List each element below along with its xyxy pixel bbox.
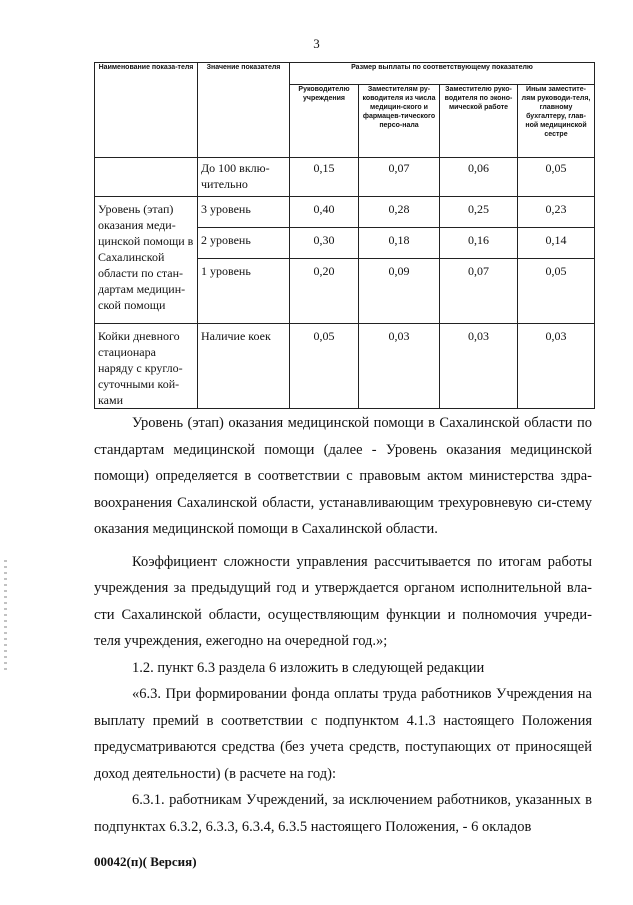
row-value: 1 уровень (198, 259, 290, 324)
table-cell: 0,28 (359, 197, 440, 228)
paragraph: 6.3.1. работникам Учреждений, за исключением работников, указанных в подпунктах 6.3.2, 6.3.3, 6.3.4, 6.3.5 настоящего Положения, - 6 окладов (94, 792, 592, 835)
table-cell: 0,18 (359, 228, 440, 259)
row-value: До 100 вклю-чительно (198, 158, 290, 197)
header-payment-size: Размер выплаты по соответствующему показателю (290, 63, 595, 85)
table-cell: 0,07 (359, 158, 440, 197)
paragraph: 1.2. пункт 6.3 раздела 6 изложить в следующей редакции (132, 659, 485, 676)
table-cell: 0,20 (290, 259, 359, 324)
paragraph: Коэффициент сложности управления рассчитывается по итогам работы учреждения за предыдущий год и утверждается органом исполнительной вла-сти Сахалинской области, осуществляющим функции и полномочия учреди-теля учреждения, ежегодно на очередной год.»; (94, 553, 592, 649)
table-cell: 0,03 (359, 324, 440, 409)
body-text (94, 410, 592, 840)
header-col-deputy-economic: Заместителю руко-водителя по эконо-мической работе (440, 85, 518, 158)
table-cell-empty (95, 158, 198, 197)
table-cell: 0,05 (518, 158, 595, 197)
page-number: 3 (313, 36, 320, 51)
paragraph: «6.3. При формировании фонда оплаты труда работников Учреждения на выплату премий в соответствии с подпунктом 4.1.3 настоящего Положения предусматриваются средства (без учета средств, поступающих от приносящей доход деятельности) (в расчете на год): (94, 686, 592, 782)
row-value: 2 уровень (198, 228, 290, 259)
table-cell: 0,03 (440, 324, 518, 409)
table-cell: 0,23 (518, 197, 595, 228)
header-col-head: Руководителю учреждения (290, 85, 359, 158)
table-cell: 0,07 (440, 259, 518, 324)
table-cell: 0,16 (440, 228, 518, 259)
table-cell: 0,03 (518, 324, 595, 409)
header-col-deputy-medical: Заместителям ру-ководителя из числа медицин-ского и фармацев-тического персо-нала (359, 85, 440, 158)
paragraph: Уровень (этап) оказания медицинской помощи в Сахалинской области по стандартам медицинской помощи (далее - Уровень оказания медицинской помощи) определяется в соответствии с правовым актом министерства здра-воохранения Сахалинской области, устанавливающим трехуровневую си-стему оказания медицинской помощи в Сахалинской области. (94, 415, 592, 537)
table-cell: 0,15 (290, 158, 359, 197)
document-footer-code: 00042(п)( Версия) (94, 854, 197, 869)
table-row (95, 324, 595, 409)
table-cell: 0,06 (440, 158, 518, 197)
table-cell: 0,05 (518, 259, 595, 324)
header-indicator-value: Значение показателя (198, 63, 290, 158)
level-group-name: Уровень (этап) оказания меди-цинской помощи в Сахалинской области по стан-дартам медицин-ской помощи (95, 197, 198, 324)
table-cell: 0,09 (359, 259, 440, 324)
header-col-other: Иным заместите-лям руководи-теля, главному бухгалтеру, глав-ной медицинской сестре (518, 85, 595, 158)
table-cell: 0,05 (290, 324, 359, 409)
table-cell: 0,40 (290, 197, 359, 228)
row-value: 3 уровень (198, 197, 290, 228)
table-cell: 0,30 (290, 228, 359, 259)
row-value: Наличие коек (198, 324, 290, 409)
beds-row-name: Койки дневного стационара наряду с кругло-суточными кой-ками (95, 324, 198, 409)
scan-edge-marks (4, 560, 7, 670)
table-row (95, 158, 595, 197)
table-cell: 0,14 (518, 228, 595, 259)
table-row (95, 197, 595, 228)
header-indicator-name: Наименование показа-теля (95, 63, 198, 158)
table-cell: 0,25 (440, 197, 518, 228)
payment-table (94, 62, 595, 409)
